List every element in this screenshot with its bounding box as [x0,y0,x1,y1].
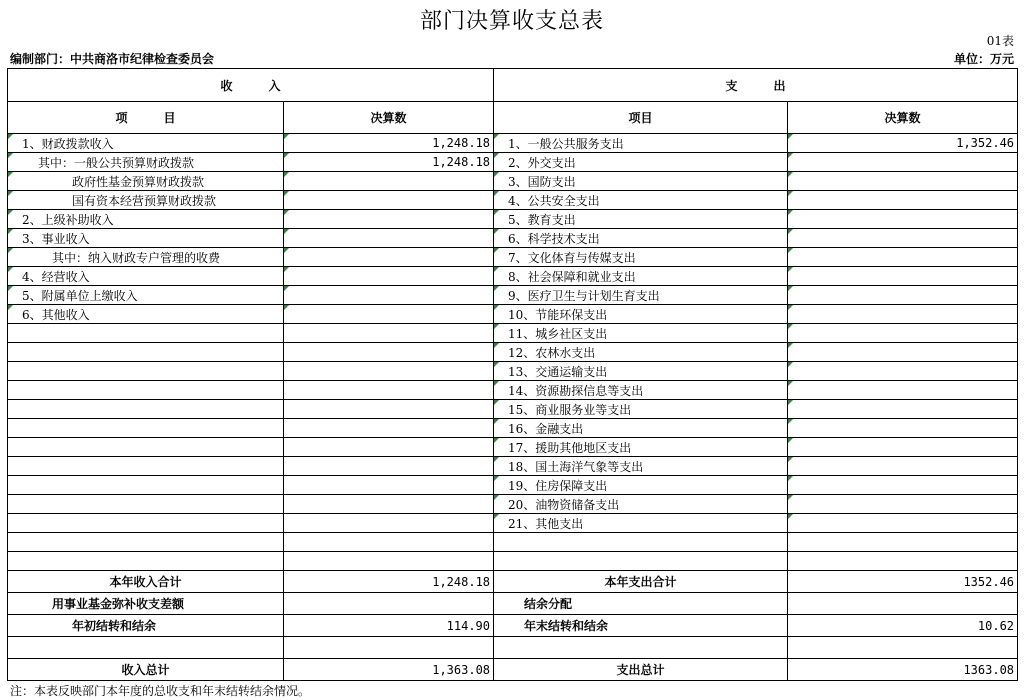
expense-total-value: 1352.46 [788,571,1018,593]
table-row [8,324,1018,343]
table-row [8,134,1018,153]
begin-balance-value: 114.90 [284,615,494,637]
expense-total-label: 本年支出合计 [494,571,788,593]
income-item-column-header: 项 目 [8,102,284,134]
income-item-value [284,210,494,229]
blank-cell [8,495,284,514]
income-item-value [284,286,494,305]
table-row [8,191,1018,210]
blank-cell [8,533,284,552]
table-row [8,381,1018,400]
expense-item-label: 3、国防支出 [494,172,788,191]
income-total-value: 1,248.18 [284,571,494,593]
expense-item-value [788,153,1018,172]
income-grand-total-value: 1,363.08 [284,659,494,681]
blank-cell [8,419,284,438]
expense-item-value [788,248,1018,267]
expense-item-value [788,457,1018,476]
expense-item-value [788,514,1018,533]
summary-table [7,68,1018,681]
fund-gap-label: 用事业基金弥补收支差额 [8,593,284,615]
expense-item-label: 4、公共安全支出 [494,191,788,210]
surplus-distribution-label: 结余分配 [494,593,788,615]
expense-item-label: 10、节能环保支出 [494,305,788,324]
income-item-label: 其中：纳入财政专户管理的收费 [8,248,284,267]
income-item-label: 6、其他收入 [8,305,284,324]
expense-item-label: 5、教育支出 [494,210,788,229]
footnote: 注：本表反映部门本年度的总收支和年末结转结余情况。 [10,684,311,698]
income-item-value [284,248,494,267]
expense-item-value [788,400,1018,419]
blank-cell [284,495,494,514]
expense-item-value [788,419,1018,438]
blank-cell [8,438,284,457]
income-item-value: 1,248.18 [284,134,494,153]
blank-cell [8,324,284,343]
table-row [8,248,1018,267]
blank-cell [284,533,494,552]
expense-item-value [788,381,1018,400]
blank-cell [284,476,494,495]
unit-label: 单位：万元 [953,52,1014,66]
table-row [8,229,1018,248]
fund-gap-value [284,593,494,615]
expense-item-value [788,305,1018,324]
income-item-label: 其中：一般公共预算财政拨款 [8,153,284,172]
income-item-label: 4、经营收入 [8,267,284,286]
table-row [8,438,1018,457]
expense-item-label: 1、一般公共服务支出 [494,134,788,153]
blank-cell [8,476,284,495]
expense-item-label: 2、外交支出 [494,153,788,172]
blank-cell [284,457,494,476]
table-row [8,343,1018,362]
expense-item-label: 7、文化体育与传媒支出 [494,248,788,267]
blank-cell [284,637,494,659]
blank-cell [284,400,494,419]
expense-grand-total-value: 1363.08 [788,659,1018,681]
table-row [8,419,1018,438]
table-row [8,305,1018,324]
blank-cell [8,552,284,571]
blank-cell [8,362,284,381]
expense-item-value [788,172,1018,191]
department-label: 编制部门：中共商洛市纪律检查委员会 [10,52,215,66]
blank-cell [788,637,1018,659]
income-item-label: 3、事业收入 [8,229,284,248]
expense-item-label: 18、国土海洋气象等支出 [494,457,788,476]
table-row [8,153,1018,172]
blank-cell [494,637,788,659]
expense-item-label: 11、城乡社区支出 [494,324,788,343]
blank-cell [494,552,788,571]
expense-item-value [788,191,1018,210]
income-item-value [284,305,494,324]
expense-item-column-header: 项目 [494,102,788,134]
table-row [8,286,1018,305]
expense-item-value [788,476,1018,495]
expense-item-label: 12、农林水支出 [494,343,788,362]
table-row [8,267,1018,286]
income-item-label: 5、附属单位上缴收入 [8,286,284,305]
income-item-value [284,229,494,248]
expense-section-header: 支 出 [494,69,1018,102]
blank-cell [8,343,284,362]
table-row [8,533,1018,552]
expense-item-value [788,210,1018,229]
table-row [8,457,1018,476]
expense-grand-total-label: 支出总计 [494,659,788,681]
expense-item-label: 21、其他支出 [494,514,788,533]
blank-cell [8,457,284,476]
blank-cell [284,438,494,457]
income-item-label: 政府性基金预算财政拨款 [8,172,284,191]
expense-item-value [788,229,1018,248]
blank-cell [8,637,284,659]
income-item-label: 2、上级补助收入 [8,210,284,229]
blank-cell [788,533,1018,552]
income-item-value: 1,248.18 [284,153,494,172]
income-item-value [284,191,494,210]
table-row [8,210,1018,229]
begin-balance-label: 年初结转和结余 [8,615,284,637]
expense-amount-column-header: 决算数 [788,102,1018,134]
expense-item-label: 16、金融支出 [494,419,788,438]
blank-cell [284,343,494,362]
income-item-value [284,267,494,286]
expense-item-label: 6、科学技术支出 [494,229,788,248]
table-row [8,172,1018,191]
blank-cell [788,552,1018,571]
table-row [8,476,1018,495]
blank-cell [8,381,284,400]
blank-cell [8,514,284,533]
table-row [8,362,1018,381]
table-row [8,495,1018,514]
income-item-value [284,172,494,191]
expense-item-label: 9、医疗卫生与计划生育支出 [494,286,788,305]
expense-item-value [788,362,1018,381]
expense-item-value [788,343,1018,362]
blank-cell [284,514,494,533]
expense-item-value [788,267,1018,286]
page-title: 部门决算收支总表 [419,9,604,34]
income-amount-column-header: 决算数 [284,102,494,134]
expense-item-label: 20、油物资储备支出 [494,495,788,514]
income-item-label: 1、财政拨款收入 [8,134,284,153]
blank-cell [494,533,788,552]
blank-cell [284,381,494,400]
end-balance-label: 年末结转和结余 [494,615,788,637]
blank-cell [284,419,494,438]
table-row [8,514,1018,533]
blank-cell [8,400,284,419]
table-row [8,552,1018,571]
expense-item-label: 15、商业服务业等支出 [494,400,788,419]
income-grand-total-label: 收入总计 [8,659,284,681]
income-total-label: 本年收入合计 [8,571,284,593]
expense-item-label: 8、社会保障和就业支出 [494,267,788,286]
blank-cell [284,362,494,381]
expense-item-value [788,286,1018,305]
expense-item-value [788,438,1018,457]
income-section-header: 收 入 [8,69,494,102]
expense-item-value [788,324,1018,343]
expense-item-label: 19、住房保障支出 [494,476,788,495]
blank-cell [284,324,494,343]
blank-cell [284,552,494,571]
table-row [8,400,1018,419]
surplus-distribution-value [788,593,1018,615]
expense-item-label: 13、交通运输支出 [494,362,788,381]
expense-item-label: 17、援助其他地区支出 [494,438,788,457]
expense-item-label: 14、资源勘探信息等支出 [494,381,788,400]
expense-item-value: 1,352.46 [788,134,1018,153]
income-item-label: 国有资本经营预算财政拨款 [8,191,284,210]
end-balance-value: 10.62 [788,615,1018,637]
table-number: 01表 [986,34,1014,48]
expense-item-value [788,495,1018,514]
